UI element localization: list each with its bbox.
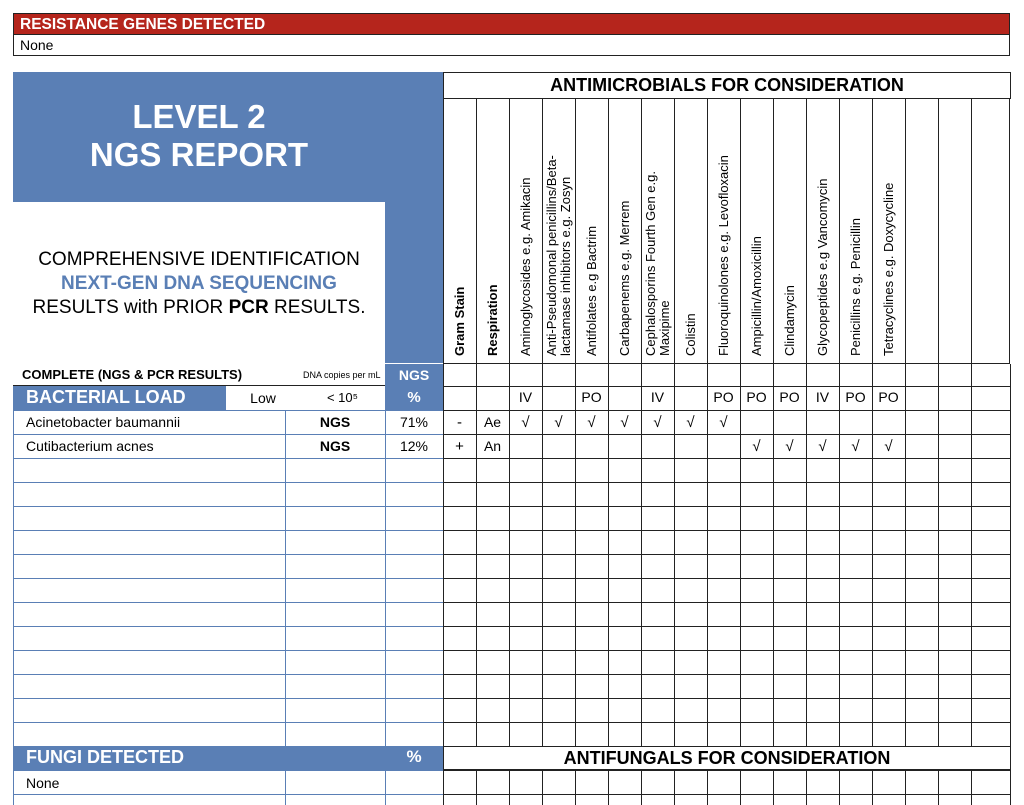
grid-line: [443, 410, 444, 746]
column-header-4: Anti-Pseudomonal penicillins/Beta- lactamase inhibitors e.g. Zosyn: [544, 155, 573, 356]
column-header-2: Respiration: [485, 284, 500, 356]
grid-line: [13, 458, 443, 459]
column-header-cell: [443, 99, 476, 364]
grid-line: [443, 530, 1011, 531]
grid-line: [872, 410, 873, 746]
column-header-cell: [806, 99, 839, 364]
bacterial-load-threshold: < 10⁵: [300, 386, 385, 410]
grid-line: [13, 650, 443, 651]
grid-line: [674, 364, 675, 410]
grid-line: [385, 770, 386, 805]
gram-stain-value: +: [455, 438, 464, 455]
grid-line: [443, 698, 1011, 699]
grid-line: [443, 674, 1011, 675]
grid-line: [443, 578, 1011, 579]
desc-line3: [13, 296, 385, 320]
respiration-value: An: [483, 438, 502, 454]
grid-line: [773, 410, 774, 746]
desc-results-end: RESULTS.: [268, 297, 366, 318]
grid-line: [476, 410, 477, 746]
organism-method: NGS: [319, 414, 351, 430]
column-header-3: Aminoglycosides e.g. Amikacin: [518, 177, 533, 356]
column-header-10: Ampicillin/Amoxicillin: [749, 236, 764, 356]
fungi-label: FUNGI DETECTED: [13, 746, 385, 770]
desc-prior: PRIOR: [157, 297, 229, 318]
column-header-cell: [674, 99, 707, 364]
desc-with: with: [124, 297, 158, 318]
grid-line: [938, 410, 939, 746]
route-1: IV: [518, 389, 533, 405]
grid-line: [443, 602, 1011, 603]
route-8: PO: [746, 389, 767, 405]
susceptible-check: √: [719, 414, 728, 431]
organism-name: Acinetobacter baumannii: [26, 414, 181, 430]
column-header-cell: [476, 99, 509, 364]
column-header-cell: [971, 99, 1010, 364]
grid-line: [740, 770, 741, 805]
grid-line: [13, 626, 443, 627]
grid-line: [285, 410, 286, 746]
grid-line: [13, 482, 443, 483]
grid-line: [443, 434, 1011, 435]
susceptible-check: √: [851, 438, 860, 455]
grid-line: [641, 410, 642, 746]
route-11: PO: [845, 389, 866, 405]
report-title: [13, 72, 385, 202]
column-header-cell: [608, 99, 641, 364]
column-header-1: Gram Stain: [452, 286, 467, 356]
organism-pct: 12%: [399, 438, 429, 454]
column-header-9: Fluoroquinolones e.g. Levofloxacin: [716, 155, 731, 356]
grid-line: [641, 770, 642, 805]
respiration-value: Ae: [483, 414, 502, 430]
susceptible-check: √: [521, 414, 530, 431]
susceptible-check: √: [884, 438, 893, 455]
grid-line: [1010, 770, 1011, 805]
route-5: IV: [650, 389, 665, 405]
column-header-13: Penicillins e.g. Penicillin: [848, 217, 863, 356]
susceptible-check: √: [818, 438, 827, 455]
grid-line: [385, 410, 386, 746]
fungi-row: [13, 746, 443, 770]
grid-line: [971, 770, 972, 805]
complete-row: [13, 364, 443, 386]
grid-line: [674, 770, 675, 805]
grid-line: [674, 410, 675, 746]
column-header-cell: [641, 99, 674, 364]
grid-line: [443, 410, 1011, 411]
desc-pcr: PCR: [228, 297, 269, 318]
grid-line: [905, 770, 906, 805]
column-header-12: Glycopeptides e.g Vancomycin: [815, 178, 830, 356]
bacterial-load-row: [13, 386, 443, 410]
grid-line: [608, 410, 609, 746]
route-9: PO: [779, 389, 800, 405]
grid-line: [707, 770, 708, 805]
grid-line: [476, 770, 477, 805]
grid-line: [971, 364, 972, 410]
grid-line: [443, 364, 444, 410]
grid-line: [443, 626, 1011, 627]
grid-line: [938, 364, 939, 410]
dna-copies-label: DNA copies per mL: [303, 370, 381, 380]
column-header-6: Carbapenems e.g. Merrem: [617, 200, 632, 356]
column-header-5: Antifolates e.g Bactrim: [584, 225, 599, 356]
bacterial-load-label: BACTERIAL LOAD: [13, 386, 226, 410]
grid-line: [938, 770, 939, 805]
column-header-7: Cephalosporins Fourth Gen e.g. Maxipime: [643, 171, 672, 356]
desc-line1: COMPREHENSIVE IDENTIFICATION: [38, 249, 360, 270]
column-header-cell: [905, 99, 938, 364]
susceptible-check: √: [785, 438, 794, 455]
route-12: PO: [878, 389, 899, 405]
susceptible-check: √: [587, 414, 596, 431]
column-header-cell: [872, 99, 905, 364]
column-header-cell: [740, 99, 773, 364]
grid-line: [542, 770, 543, 805]
resistance-genes-value: None: [13, 35, 1010, 56]
grid-line: [443, 650, 1011, 651]
grid-line: [13, 434, 443, 435]
fungi-pct-header: %: [385, 746, 443, 770]
column-header-cell: [707, 99, 740, 364]
bacterial-load-pct-header: %: [385, 386, 443, 410]
grid-line: [13, 410, 443, 411]
grid-line: [806, 410, 807, 746]
grid-line: [285, 770, 286, 805]
grid-line: [443, 554, 1011, 555]
grid-line: [773, 770, 774, 805]
susceptible-check: √: [620, 414, 629, 431]
grid-line: [13, 554, 443, 555]
grid-line: [1010, 364, 1011, 410]
grid-line: [839, 770, 840, 805]
route-10: IV: [815, 389, 830, 405]
column-header-cell: [542, 99, 575, 364]
grid-line: [740, 410, 741, 746]
grid-line: [13, 698, 443, 699]
grid-line: [443, 386, 1011, 387]
report-title-line1: LEVEL 2: [132, 98, 266, 135]
grid-line: [443, 506, 1011, 507]
gram-stain-value: -: [457, 414, 462, 431]
grid-line: [905, 410, 906, 746]
grid-line: [13, 602, 443, 603]
grid-line: [542, 364, 543, 410]
grid-line: [443, 482, 1011, 483]
route-7: PO: [713, 389, 734, 405]
grid-line: [13, 770, 443, 771]
resistance-genes-header: RESISTANCE GENES DETECTED: [13, 13, 1010, 35]
grid-line: [839, 410, 840, 746]
antimicrobials-header: ANTIMICROBIALS FOR CONSIDERATION: [443, 72, 1011, 99]
grid-line: [971, 410, 972, 746]
complete-label: COMPLETE (NGS & PCR RESULTS): [22, 367, 243, 382]
grid-line: [443, 458, 1011, 459]
grid-line: [443, 722, 1011, 723]
grid-line: [13, 674, 443, 675]
bacterial-load-level: Low: [226, 386, 300, 410]
grid-line: [13, 578, 443, 579]
grid-line: [509, 410, 510, 746]
column-header-8: Colistin: [683, 313, 698, 356]
report-title-line2: NGS REPORT: [89, 136, 309, 173]
column-header-cell: [509, 99, 542, 364]
column-header-cell: [938, 99, 971, 364]
susceptible-check: √: [554, 414, 563, 431]
fungi-value: None: [26, 775, 60, 791]
grid-line: [542, 410, 543, 746]
grid-line: [13, 770, 14, 805]
column-header-cell: [839, 99, 872, 364]
grid-line: [13, 794, 443, 795]
antifungals-header: ANTIFUNGALS FOR CONSIDERATION: [443, 746, 1011, 770]
grid-line: [13, 530, 443, 531]
grid-line: [872, 770, 873, 805]
report-description: [13, 202, 385, 364]
column-header-11: Clindamycin: [782, 285, 797, 356]
grid-line: [13, 506, 443, 507]
susceptible-check: √: [686, 414, 695, 431]
desc-results: RESULTS: [32, 297, 125, 318]
susceptible-check: √: [752, 438, 761, 455]
grid-line: [443, 770, 444, 805]
organism-method: NGS: [319, 438, 351, 454]
column-header-14: Tetracyclines e.g. Doxycycline: [881, 182, 896, 356]
route-3: PO: [581, 389, 602, 405]
grid-line: [905, 364, 906, 410]
grid-line: [509, 770, 510, 805]
grid-line: [707, 410, 708, 746]
grid-line: [13, 410, 14, 746]
desc-line2: NEXT-GEN DNA SEQUENCING: [61, 273, 337, 294]
grid-line: [608, 364, 609, 410]
organism-name: Cutibacterium acnes: [26, 438, 154, 454]
organism-pct: 71%: [399, 414, 429, 430]
grid-line: [575, 410, 576, 746]
ngs-label: NGS: [385, 364, 443, 386]
grid-line: [608, 770, 609, 805]
column-header-cell: [575, 99, 608, 364]
grid-line: [443, 794, 1011, 795]
ngs-column-header-bg: [385, 72, 443, 363]
grid-line: [443, 770, 1011, 771]
column-header-cell: [773, 99, 806, 364]
grid-line: [1010, 410, 1011, 746]
grid-line: [806, 770, 807, 805]
susceptible-check: √: [653, 414, 662, 431]
grid-line: [476, 364, 477, 410]
grid-line: [13, 722, 443, 723]
grid-line: [575, 770, 576, 805]
